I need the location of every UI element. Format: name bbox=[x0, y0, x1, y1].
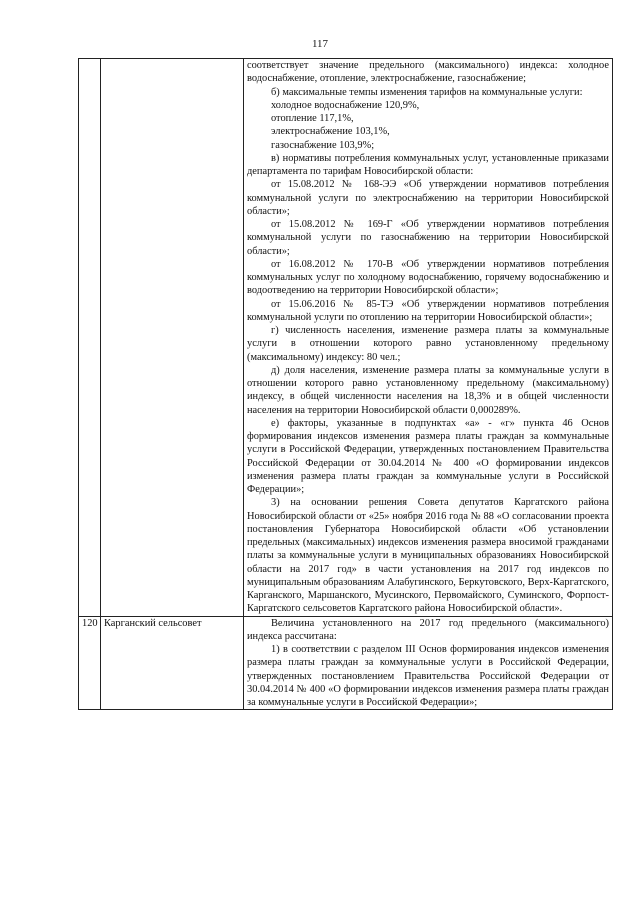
paragraph: отопление 117,1%, bbox=[271, 113, 354, 124]
paragraph: д) доля населения, изменение размера платы за коммунальные услуги в отношении которого равно установленному предельному (максимальному) индексу, в общей численности населения на 18,3% и в общей численности населения на территории Новосибирской области 0,000289%. bbox=[247, 364, 609, 416]
municipality-cell: Карганский сельсовет bbox=[101, 616, 244, 710]
paragraph: от 15.08.2012 № 169-Г «Об утверждении нормативов потребления коммунальной услуги по газоснабжению на территории Новосибирской области»; bbox=[247, 219, 609, 257]
document-table bbox=[78, 58, 613, 710]
page-number: 117 bbox=[311, 38, 329, 50]
paragraph: 1) в соответствии с разделом III Основ формирования индексов изменения размера платы граждан за коммунальные услуги в Российской Федерации, утвержденных постановлением Правительства Российской Федерации от 30.04.2014 № 400 «О формировании индексов изменения размера платы граждан за коммунальные услуги в Российской Федерации»; bbox=[247, 644, 609, 708]
paragraph: газоснабжение 103,9%; bbox=[271, 139, 375, 151]
paragraph: б) максимальные темпы изменения тарифов на коммунальные услуги: bbox=[271, 86, 583, 98]
row-number-cell bbox=[79, 59, 101, 617]
paragraph: в) нормативы потребления коммунальных услуг, установленные приказами департамента по тарифам Новосибирской области: bbox=[247, 152, 609, 177]
paragraph: от 15.08.2012 № 168-ЭЭ «Об утверждении нормативов потребления коммунальной услуги по электроснабжению на территории Новосибирской области»; bbox=[247, 179, 609, 217]
table-row bbox=[79, 616, 613, 710]
municipality-cell bbox=[101, 59, 244, 617]
paragraph: г) численность населения, изменение размера платы за коммунальные услуги в отношении которого равно установленному предельному (максимальному) индексу: 80 чел.; bbox=[247, 325, 609, 363]
paragraph: электроснабжение 103,1%, bbox=[271, 126, 390, 138]
paragraph: холодное водоснабжение 120,9%, bbox=[271, 99, 420, 111]
paragraph: 3) на основании решения Совета депутатов Каргатского района Новосибирской области от «25» ноября 2016 года № 88 «О согласовании проекта постановления Губернатора Новосибирской области «Об установлении предельных (максимальных) индексов изменения размера вносимой гражданами платы за коммунальные услуги в муниципальных образованиях Новосибирской области на 2017 год» в части установления на 2017 год индексов по муниципальным образованиям Алабугинского, Беркутовского, Верх-Каргатского, Карганского, Маршанского, Мусинского, Первомайского, Суминского, Форпост-Каргатского сельсоветов Каргатского района Новосибирской области». bbox=[247, 497, 609, 615]
justification-cell bbox=[244, 616, 613, 710]
table-row bbox=[79, 59, 613, 617]
paragraph: от 16.08.2012 № 170-В «Об утверждении нормативов потребления коммунальных услуг по холодному водоснабжению, горячему водоснабжению и водоотведению на территории Новосибирской области»; bbox=[247, 258, 609, 297]
row-number-cell: 120 bbox=[79, 616, 101, 710]
paragraph: соответствует значение предельного (максимального) индекса: холодное водоснабжение, отопление, электроснабжение, газоснабжение; bbox=[247, 60, 609, 85]
paragraph: Величина установленного на 2017 год предельного (максимального) индекса рассчитана: bbox=[247, 617, 609, 642]
paragraph: от 15.06.2016 № 85-ТЭ «Об утверждении нормативов потребления коммунальной услуги по отоплению на территории Новосибирской области»; bbox=[247, 298, 609, 323]
paragraph: е) факторы, указанные в подпунктах «а» - «г» пункта 46 Основ формирования индексов изменения размера платы граждан за коммунальные услуги в Российской Федерации, утвержденных постановлением Правительства Российской Федерации от 30.04.2014 № 400 «О формировании индексов изменения размера платы граждан за коммунальные услуги в Российской Федерации»; bbox=[247, 417, 609, 495]
justification-cell bbox=[244, 59, 613, 617]
